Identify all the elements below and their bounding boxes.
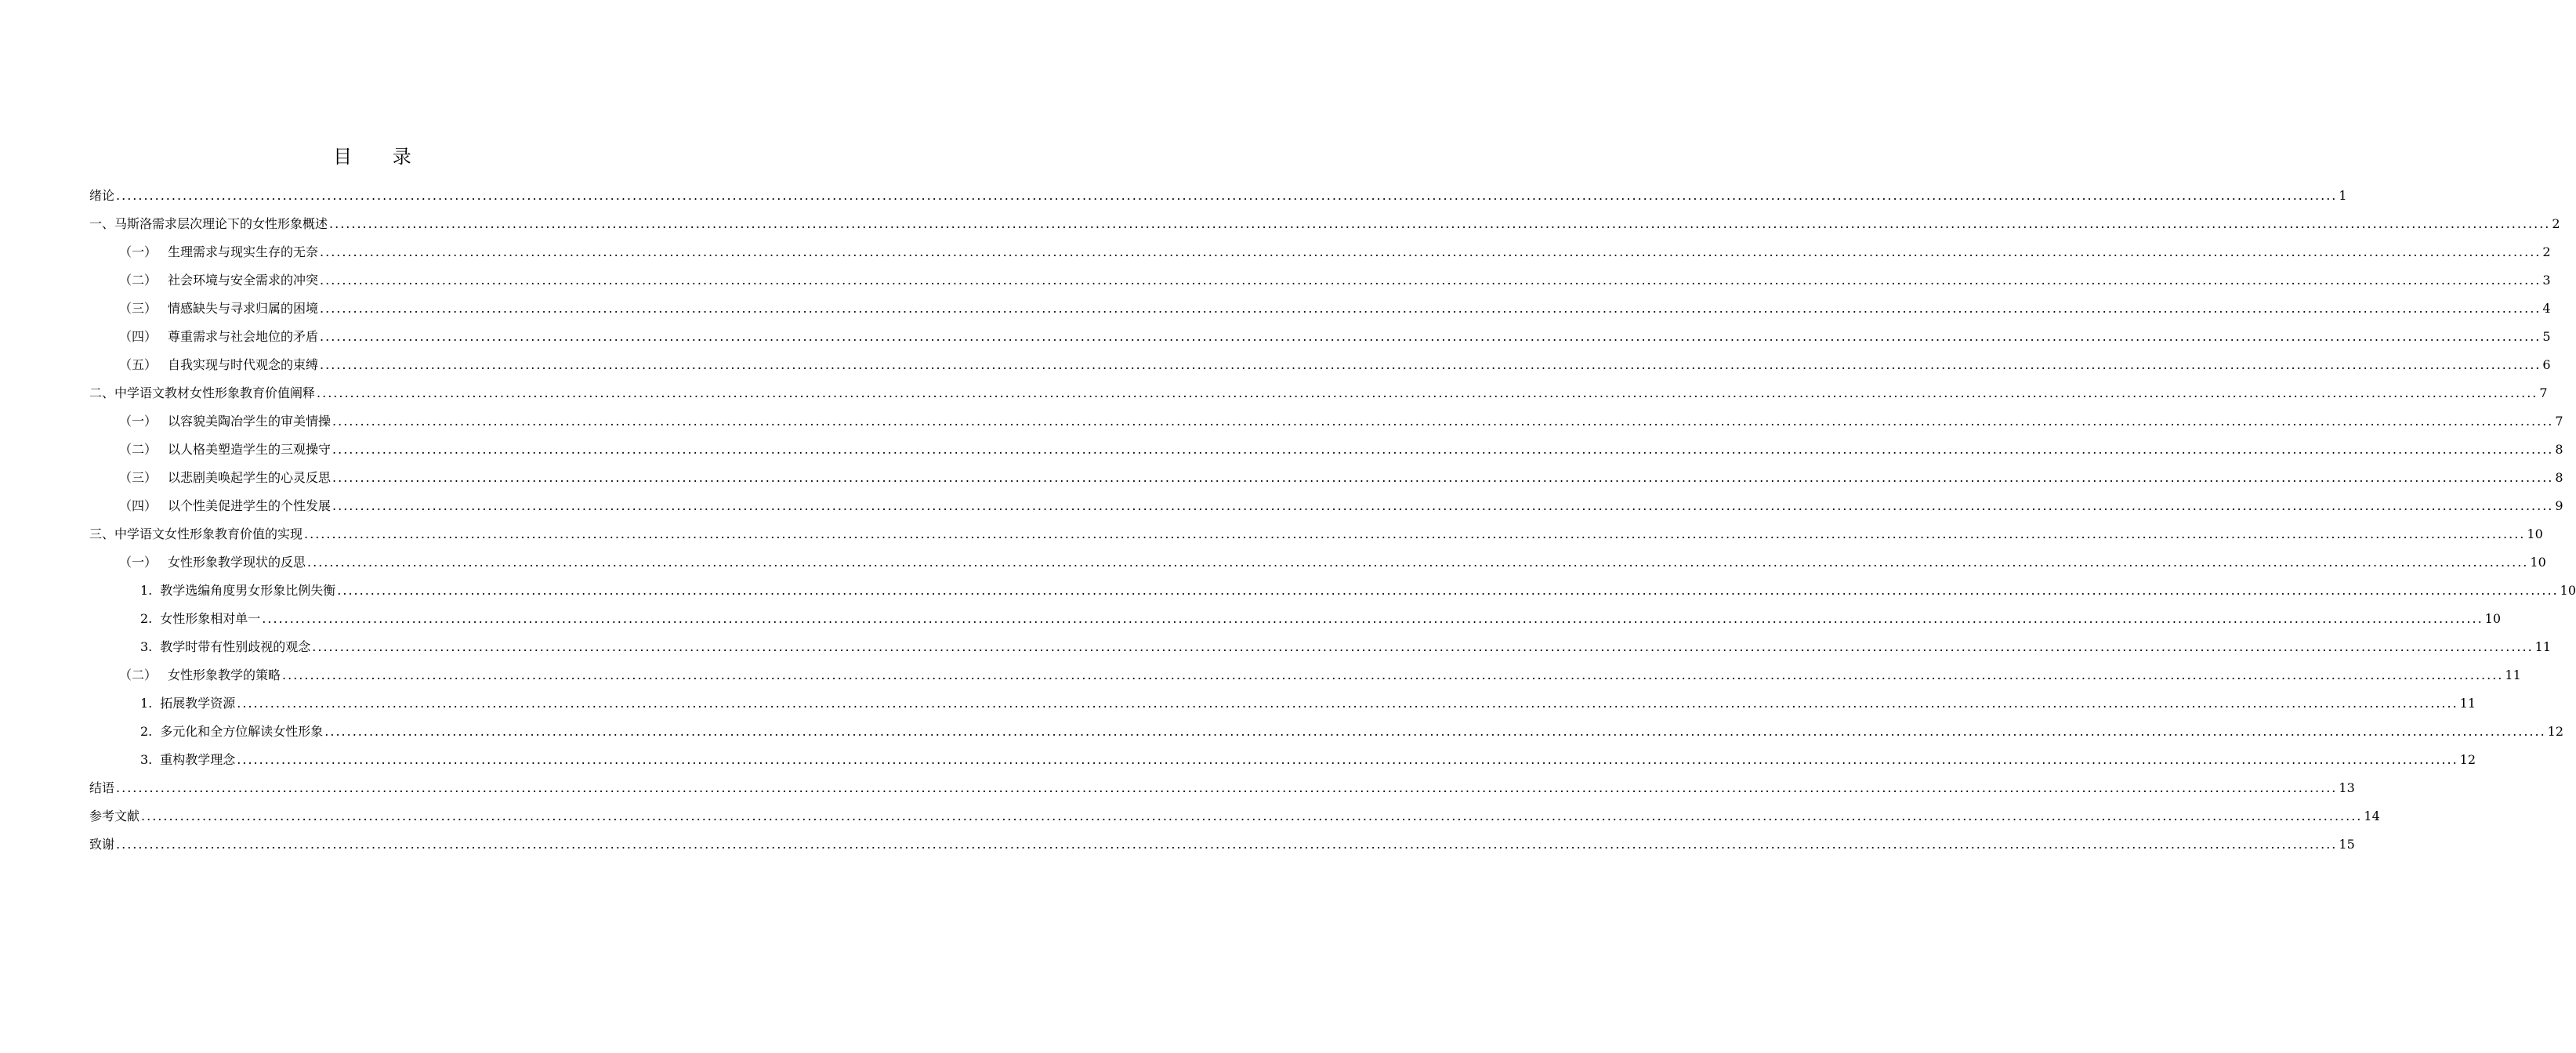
toc-entry-number: （二）	[119, 273, 158, 288]
toc-page-number: 15	[2339, 837, 2355, 852]
toc-entry-text	[140, 718, 323, 746]
toc-entry[interactable]	[89, 830, 2355, 859]
toc-entry-label: 二、中学语文教材女性形象教育价值阐释	[89, 385, 316, 400]
toc-entry-number: （四）	[119, 329, 158, 344]
toc-page-number: 7	[2539, 385, 2548, 400]
toc-entry-label: 一、马斯洛需求层次理论下的女性形象概述	[89, 216, 328, 231]
toc-page-number: 10	[2530, 555, 2546, 570]
toc-entry[interactable]	[89, 266, 2551, 295]
toc-entry-number: 2.	[140, 724, 153, 739]
toc-entry-text	[140, 633, 310, 661]
toc-entry-text	[119, 464, 331, 492]
toc-entry[interactable]	[89, 379, 2548, 407]
toc-entry-label: 女性形象相对单一	[160, 611, 261, 626]
toc-leader-dots: ................................................................................................................................................................................................................................................................................................................................................................................................................	[320, 244, 2542, 259]
toc-list	[89, 182, 2576, 859]
toc-entry-label: 尊重需求与社会地位的矛盾	[168, 329, 319, 344]
toc-leader-dots: ................................................................................................................................................................................................................................................................................................................................................................................................................	[332, 470, 2554, 485]
toc-entry-label: 教学时带有性别歧视的观念	[160, 639, 311, 654]
toc-entry-number: 3.	[140, 752, 153, 767]
toc-leader-dots: ................................................................................................................................................................................................................................................................................................................................................................................................................	[320, 329, 2542, 344]
toc-page-number: 14	[2364, 809, 2380, 823]
toc-entry-number: （三）	[119, 301, 158, 316]
toc-leader-dots: ................................................................................................................................................................................................................................................................................................................................................................................................................	[307, 555, 2529, 570]
toc-leader-dots: ................................................................................................................................................................................................................................................................................................................................................................................................................	[116, 188, 2338, 203]
toc-entry-number: 3.	[140, 639, 153, 654]
toc-entry[interactable]	[89, 464, 2563, 492]
toc-entry-label: 以个性美促进学生的个性发展	[168, 498, 332, 513]
toc-entry-text	[119, 323, 318, 351]
toc-leader-dots: ................................................................................................................................................................................................................................................................................................................................................................................................................	[329, 216, 2551, 231]
toc-entry-text	[119, 548, 306, 577]
toc-page-number: 10	[2560, 583, 2576, 598]
toc-page-number: 2	[2552, 216, 2560, 231]
toc-entry-label: 女性形象教学的策略	[168, 668, 281, 682]
toc-entry-label: 以悲剧美唤起学生的心灵反思	[168, 470, 332, 485]
toc-entry[interactable]	[89, 492, 2563, 520]
toc-leader-dots: ................................................................................................................................................................................................................................................................................................................................................................................................................	[320, 301, 2542, 316]
toc-entry-text	[119, 238, 318, 266]
toc-leader-dots: ................................................................................................................................................................................................................................................................................................................................................................................................................	[237, 752, 2458, 767]
toc-page-number: 12	[2459, 752, 2476, 767]
toc-entry[interactable]	[89, 633, 2552, 661]
toc-page-number: 9	[2555, 498, 2563, 513]
toc-leader-dots: ................................................................................................................................................................................................................................................................................................................................................................................................................	[262, 611, 2484, 626]
toc-entry-text	[89, 210, 328, 238]
toc-leader-dots: ................................................................................................................................................................................................................................................................................................................................................................................................................	[141, 809, 2363, 823]
toc-entry-label: 教学选编角度男女形象比例失衡	[160, 583, 336, 598]
toc-page-number: 11	[2459, 696, 2476, 711]
toc-entry-number: （一）	[119, 414, 158, 429]
toc-entry[interactable]	[89, 351, 2551, 379]
toc-leader-dots: ................................................................................................................................................................................................................................................................................................................................................................................................................	[304, 526, 2526, 541]
toc-entry-text	[119, 661, 281, 689]
toc-entry[interactable]	[89, 605, 2502, 633]
toc-entry[interactable]	[89, 520, 2543, 548]
toc-entry-number: （三）	[119, 470, 158, 485]
toc-leader-dots: ................................................................................................................................................................................................................................................................................................................................................................................................................	[324, 724, 2546, 739]
toc-leader-dots: ................................................................................................................................................................................................................................................................................................................................................................................................................	[312, 639, 2534, 654]
toc-entry-number: （五）	[119, 357, 158, 372]
toc-leader-dots: ................................................................................................................................................................................................................................................................................................................................................................................................................	[332, 498, 2554, 513]
toc-page-number: 4	[2542, 301, 2551, 316]
toc-page-number: 13	[2339, 780, 2355, 795]
toc-leader-dots: ................................................................................................................................................................................................................................................................................................................................................................................................................	[282, 668, 2504, 682]
toc-entry-label: 重构教学理念	[160, 752, 236, 767]
toc-leader-dots: ................................................................................................................................................................................................................................................................................................................................................................................................................	[320, 273, 2542, 288]
toc-entry[interactable]	[89, 238, 2551, 266]
toc-entry-number: （一）	[119, 244, 158, 259]
toc-leader-dots: ................................................................................................................................................................................................................................................................................................................................................................................................................	[116, 780, 2338, 795]
toc-entry-text	[89, 182, 114, 210]
toc-entry[interactable]	[89, 295, 2551, 323]
toc-entry[interactable]	[89, 577, 2576, 605]
toc-entry-number: 2.	[140, 611, 153, 626]
toc-entry-text	[140, 605, 260, 633]
toc-leader-dots: ................................................................................................................................................................................................................................................................................................................................................................................................................	[116, 837, 2338, 852]
toc-entry-label: 生理需求与现实生存的无奈	[168, 244, 319, 259]
toc-entry-text	[119, 436, 331, 464]
toc-entry-label: 致谢	[89, 837, 115, 852]
toc-entry[interactable]	[89, 407, 2563, 436]
toc-leader-dots: ................................................................................................................................................................................................................................................................................................................................................................................................................	[320, 357, 2542, 372]
toc-entry[interactable]	[89, 436, 2563, 464]
toc-entry-text	[89, 379, 315, 407]
toc-entry-label: 以人格美塑造学生的三观操守	[168, 442, 332, 457]
toc-entry-number: 1.	[140, 583, 153, 598]
toc-entry-label: 多元化和全方位解读女性形象	[160, 724, 324, 739]
toc-page-number: 10	[2484, 611, 2502, 626]
toc-page-number: 11	[2505, 668, 2521, 682]
toc-page-number: 3	[2542, 273, 2551, 288]
toc-entry-label: 女性形象教学现状的反思	[168, 555, 306, 570]
toc-entry[interactable]	[89, 661, 2521, 689]
toc-page-number: 6	[2542, 357, 2551, 372]
toc-leader-dots: ................................................................................................................................................................................................................................................................................................................................................................................................................	[332, 414, 2554, 429]
toc-entry[interactable]	[89, 689, 2476, 718]
toc-entry-text	[89, 520, 303, 548]
toc-leader-dots: ................................................................................................................................................................................................................................................................................................................................................................................................................	[237, 696, 2458, 711]
toc-page-number: 12	[2547, 724, 2564, 739]
toc-entry-text	[140, 577, 335, 605]
toc-entry-text	[89, 802, 139, 830]
toc-page-number: 8	[2555, 442, 2563, 457]
toc-entry-text	[119, 407, 331, 436]
toc-entry[interactable]	[89, 774, 2355, 802]
toc-entry[interactable]	[89, 718, 2564, 746]
toc-entry-label: 情感缺失与寻求归属的困境	[168, 301, 319, 316]
toc-entry-number: （二）	[119, 442, 158, 457]
toc-entry-label: 绪论	[89, 188, 115, 203]
toc-entry-text	[119, 492, 331, 520]
toc-entry[interactable]	[89, 746, 2476, 774]
toc-entry[interactable]	[89, 210, 2560, 238]
toc-entry-number: （二）	[119, 668, 158, 682]
toc-entry-text	[89, 774, 114, 802]
toc-entry-label: 参考文献	[89, 809, 140, 823]
toc-leader-dots: ................................................................................................................................................................................................................................................................................................................................................................................................................	[317, 385, 2538, 400]
toc-page-number: 10	[2527, 526, 2543, 541]
toc-entry-number: （一）	[119, 555, 158, 570]
toc-entry[interactable]	[89, 802, 2380, 830]
toc-entry-label: 以容貌美陶冶学生的审美情操	[168, 414, 332, 429]
toc-entry[interactable]	[89, 182, 2347, 210]
toc-page-number: 1	[2339, 188, 2347, 203]
toc-page-number: 11	[2534, 639, 2552, 654]
toc-entry-label: 自我实现与时代观念的束缚	[168, 357, 319, 372]
toc-entry-label: 结语	[89, 780, 115, 795]
toc-leader-dots: ................................................................................................................................................................................................................................................................................................................................................................................................................	[332, 442, 2554, 457]
toc-entry-text	[119, 295, 318, 323]
toc-entry[interactable]	[89, 323, 2551, 351]
toc-page-number: 5	[2542, 329, 2551, 344]
toc-title: 目 录	[333, 146, 429, 168]
toc-entry-text	[119, 351, 318, 379]
toc-entry-text	[119, 266, 318, 295]
toc-page-number: 8	[2555, 470, 2563, 485]
toc-entry-text	[140, 746, 235, 774]
toc-page-number: 2	[2542, 244, 2551, 259]
toc-entry-number: 1.	[140, 696, 153, 711]
toc-leader-dots: ................................................................................................................................................................................................................................................................................................................................................................................................................	[337, 583, 2559, 598]
toc-entry-number: （四）	[119, 498, 158, 513]
toc-entry-label: 社会环境与安全需求的冲突	[168, 273, 319, 288]
toc-entry-label: 拓展教学资源	[160, 696, 236, 711]
toc-page-number: 7	[2555, 414, 2563, 429]
toc-entry[interactable]	[89, 548, 2546, 577]
toc-entry-label: 三、中学语文女性形象教育价值的实现	[89, 526, 303, 541]
toc-entry-text	[140, 689, 235, 718]
toc-entry-text	[89, 830, 114, 859]
